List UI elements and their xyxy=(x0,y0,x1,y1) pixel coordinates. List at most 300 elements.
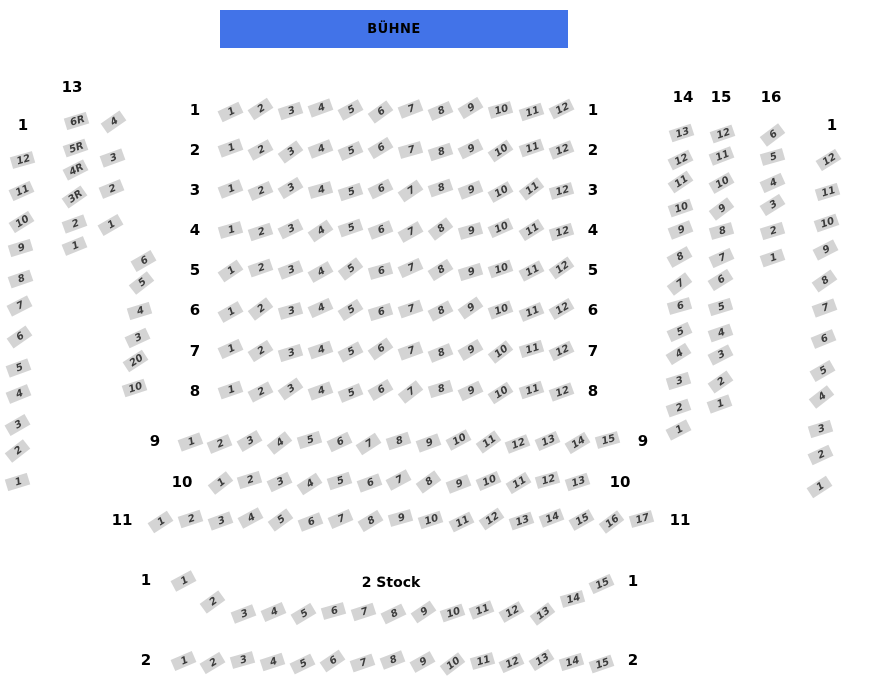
seat[interactable] xyxy=(127,302,153,320)
seat[interactable] xyxy=(548,256,574,279)
seat[interactable] xyxy=(398,341,424,360)
seat[interactable] xyxy=(237,507,263,528)
seat[interactable] xyxy=(230,651,255,669)
seat[interactable] xyxy=(386,469,412,490)
seat[interactable] xyxy=(488,340,514,364)
seat[interactable] xyxy=(548,298,574,320)
seat[interactable] xyxy=(707,370,733,393)
seat[interactable] xyxy=(217,138,243,157)
seat[interactable] xyxy=(445,429,471,450)
seat[interactable] xyxy=(518,302,544,322)
seat[interactable] xyxy=(368,100,394,123)
seat[interactable] xyxy=(535,471,560,489)
seat[interactable] xyxy=(398,221,424,243)
seat-number: 16 xyxy=(603,513,622,531)
seat[interactable] xyxy=(217,260,243,283)
seat[interactable] xyxy=(548,341,574,362)
seat-number: 3 xyxy=(13,418,25,432)
seat[interactable] xyxy=(199,590,225,613)
seat[interactable] xyxy=(337,341,363,362)
seat[interactable] xyxy=(62,185,88,208)
seat[interactable] xyxy=(409,651,435,673)
seat[interactable] xyxy=(428,259,454,281)
seat[interactable] xyxy=(559,653,585,671)
seat[interactable] xyxy=(125,328,151,349)
seat[interactable] xyxy=(7,270,33,289)
seat[interactable] xyxy=(807,445,833,466)
seat[interactable] xyxy=(207,471,233,495)
seat[interactable] xyxy=(247,223,273,242)
seat[interactable] xyxy=(268,508,294,531)
seat[interactable] xyxy=(328,509,354,529)
seat[interactable] xyxy=(667,246,693,268)
seat[interactable] xyxy=(177,510,203,529)
seat[interactable] xyxy=(535,431,561,451)
seat[interactable] xyxy=(666,322,692,342)
seat[interactable] xyxy=(170,651,196,671)
seat[interactable] xyxy=(488,140,514,163)
seat[interactable] xyxy=(368,379,394,401)
seat[interactable] xyxy=(708,297,734,315)
seat-number: 6 xyxy=(375,383,388,397)
seat[interactable] xyxy=(307,98,333,117)
seat[interactable] xyxy=(128,272,154,296)
seat[interactable] xyxy=(368,337,394,360)
seat[interactable] xyxy=(277,102,303,121)
seat[interactable] xyxy=(260,602,286,622)
seat-number: 9 xyxy=(716,202,729,216)
seat[interactable] xyxy=(398,258,424,278)
seat-number: 1 xyxy=(13,476,24,489)
seat-number: 4 xyxy=(135,304,146,318)
seat[interactable] xyxy=(7,295,33,316)
seat[interactable] xyxy=(277,219,303,240)
seat[interactable] xyxy=(98,179,124,199)
seat[interactable] xyxy=(277,177,303,199)
seat[interactable] xyxy=(759,249,785,268)
seat-number: 13 xyxy=(673,125,691,141)
seat[interactable] xyxy=(667,220,693,239)
seat[interactable] xyxy=(448,512,474,533)
seat[interactable] xyxy=(548,182,573,200)
seat[interactable] xyxy=(667,199,693,218)
seat[interactable] xyxy=(665,398,691,417)
seat[interactable] xyxy=(307,381,333,400)
seat[interactable] xyxy=(298,512,324,531)
seat[interactable] xyxy=(439,604,465,623)
seat[interactable] xyxy=(518,177,544,200)
seat[interactable] xyxy=(247,297,273,320)
seat-number: 7 xyxy=(406,344,417,358)
seat[interactable] xyxy=(428,343,454,363)
seat[interactable] xyxy=(458,97,484,119)
seat[interactable] xyxy=(368,303,394,321)
seat[interactable] xyxy=(5,439,31,463)
seat[interactable] xyxy=(548,223,574,241)
seat[interactable] xyxy=(358,510,384,532)
seat[interactable] xyxy=(247,98,273,121)
seat[interactable] xyxy=(4,473,30,491)
seat[interactable] xyxy=(498,601,524,623)
seat[interactable] xyxy=(200,652,226,674)
seat[interactable] xyxy=(368,137,394,159)
seat[interactable] xyxy=(668,149,694,170)
seat[interactable] xyxy=(307,220,333,243)
seat[interactable] xyxy=(307,139,333,158)
seat-number: 10 xyxy=(672,201,690,217)
seat-number: 10 xyxy=(493,343,511,361)
seat[interactable] xyxy=(217,301,243,323)
seat[interactable] xyxy=(505,434,531,453)
seat-number: 13 xyxy=(534,605,552,623)
seat-number: 4 xyxy=(315,265,328,279)
seat[interactable] xyxy=(247,340,273,362)
seat[interactable] xyxy=(428,300,454,321)
seat[interactable] xyxy=(518,340,544,358)
seat-number: 14 xyxy=(564,592,582,607)
seat-number: 4 xyxy=(716,327,727,340)
seat[interactable] xyxy=(277,260,303,279)
seat[interactable] xyxy=(815,149,841,171)
seat[interactable] xyxy=(538,508,564,527)
seat[interactable] xyxy=(458,381,484,402)
seat[interactable] xyxy=(123,349,149,372)
seat-number: 10 xyxy=(493,384,511,402)
seat-number: 8 xyxy=(436,104,448,118)
seat-number: 1 xyxy=(178,574,190,588)
seat[interactable] xyxy=(337,383,363,403)
seat[interactable] xyxy=(667,297,692,315)
seat[interactable] xyxy=(398,380,424,404)
seat[interactable] xyxy=(565,473,591,492)
seat[interactable] xyxy=(428,143,454,162)
seat[interactable] xyxy=(468,600,494,619)
seat-number: 5 xyxy=(345,262,358,276)
seat[interactable] xyxy=(759,222,785,240)
seat[interactable] xyxy=(564,432,590,454)
seat[interactable] xyxy=(808,419,834,437)
parkett-row-11-label-right: 11 xyxy=(669,511,691,529)
seat[interactable] xyxy=(518,103,544,122)
seat-number: 12 xyxy=(553,184,571,199)
seat-number: 2 xyxy=(70,217,81,231)
seat[interactable] xyxy=(8,239,34,257)
seat[interactable] xyxy=(518,219,544,241)
seat[interactable] xyxy=(177,432,203,451)
seat-number: 5 xyxy=(136,276,149,290)
seat-number: 4 xyxy=(315,224,328,238)
seat[interactable] xyxy=(439,652,465,675)
seat[interactable] xyxy=(62,214,88,233)
seat[interactable] xyxy=(488,260,514,279)
right-column-15-label-left: 15 xyxy=(710,88,732,106)
seat[interactable] xyxy=(337,141,363,161)
seat[interactable] xyxy=(368,179,394,200)
seat[interactable] xyxy=(529,602,555,625)
seat[interactable] xyxy=(6,358,32,377)
seat-number: 13 xyxy=(534,651,552,669)
seat[interactable] xyxy=(308,181,333,199)
seat[interactable] xyxy=(338,183,364,202)
seat[interactable] xyxy=(307,298,333,318)
seat[interactable] xyxy=(458,139,484,160)
seat[interactable] xyxy=(428,380,454,398)
seat-number: 10 xyxy=(13,213,32,231)
seat-number: 8 xyxy=(365,514,378,528)
seat[interactable] xyxy=(666,343,692,365)
seat[interactable] xyxy=(709,125,735,144)
seat[interactable] xyxy=(9,181,35,201)
seat-number: 2 xyxy=(255,143,267,157)
seat[interactable] xyxy=(548,140,574,159)
seat[interactable] xyxy=(518,260,544,281)
seat[interactable] xyxy=(368,262,393,280)
seat[interactable] xyxy=(326,432,352,453)
seat[interactable] xyxy=(356,433,382,456)
seat-number: 4 xyxy=(316,183,327,197)
seat[interactable] xyxy=(759,148,784,166)
seat[interactable] xyxy=(668,170,694,193)
seat[interactable] xyxy=(759,194,785,216)
seat[interactable] xyxy=(290,654,316,675)
seat-number: 7 xyxy=(359,605,370,619)
seat[interactable] xyxy=(398,300,424,319)
seat-number: 4 xyxy=(14,387,25,401)
seat[interactable] xyxy=(809,385,835,409)
seat[interactable] xyxy=(277,140,303,163)
seat-number: 3 xyxy=(816,422,827,435)
seat-number: 10 xyxy=(713,174,732,191)
seat[interactable] xyxy=(529,649,555,671)
seat[interactable] xyxy=(388,509,413,527)
seat[interactable] xyxy=(5,414,31,436)
seat[interactable] xyxy=(416,433,442,452)
seat[interactable] xyxy=(488,382,514,405)
seat[interactable] xyxy=(277,344,303,362)
seat[interactable] xyxy=(708,248,734,268)
seat[interactable] xyxy=(813,239,839,260)
seat[interactable] xyxy=(267,431,293,455)
seat-number: 4 xyxy=(316,343,327,357)
seat[interactable] xyxy=(207,511,233,530)
seat[interactable] xyxy=(217,339,243,359)
seat[interactable] xyxy=(488,300,514,319)
seat[interactable] xyxy=(320,602,345,620)
seat-number: 8 xyxy=(436,346,448,360)
seat[interactable] xyxy=(707,345,733,366)
seat[interactable] xyxy=(709,198,735,221)
seat[interactable] xyxy=(99,148,125,167)
seat[interactable] xyxy=(499,653,525,673)
seat[interactable] xyxy=(666,372,692,390)
seat[interactable] xyxy=(428,217,454,240)
seat[interactable] xyxy=(6,325,32,348)
parkett-row-6-label-left: 6 xyxy=(189,301,201,319)
seat[interactable] xyxy=(568,509,594,531)
seat[interactable] xyxy=(707,394,733,413)
seat[interactable] xyxy=(247,381,273,402)
seat-number: 20 xyxy=(128,352,146,369)
seat-number: 12 xyxy=(553,343,571,359)
seat[interactable] xyxy=(217,102,243,123)
seat[interactable] xyxy=(380,604,406,625)
seat[interactable] xyxy=(100,110,126,133)
seat-number: 2 xyxy=(255,385,267,399)
seat[interactable] xyxy=(237,471,263,489)
seat[interactable] xyxy=(667,272,693,295)
seat[interactable] xyxy=(458,222,483,240)
seat[interactable] xyxy=(147,511,173,534)
seat[interactable] xyxy=(589,655,615,674)
seat[interactable] xyxy=(475,430,501,453)
seat[interactable] xyxy=(759,173,785,193)
seat-number: 3 xyxy=(286,304,297,318)
seat[interactable] xyxy=(230,604,256,623)
seat[interactable] xyxy=(398,99,424,118)
seat-number: 9 xyxy=(418,605,431,619)
seat-number: 14 xyxy=(543,510,561,526)
seat[interactable] xyxy=(130,250,156,272)
seat[interactable] xyxy=(290,603,316,625)
seat[interactable] xyxy=(356,473,382,492)
seat[interactable] xyxy=(410,601,436,624)
seat[interactable] xyxy=(599,510,625,533)
seat[interactable] xyxy=(207,434,233,454)
seat[interactable] xyxy=(708,222,733,240)
seat[interactable] xyxy=(368,220,394,239)
seat[interactable] xyxy=(428,179,454,198)
seat-number: 10 xyxy=(493,261,511,277)
seat[interactable] xyxy=(307,261,333,283)
seat[interactable] xyxy=(475,471,501,491)
seat[interactable] xyxy=(478,508,504,531)
aisle-right-column-label-left: 1 xyxy=(826,116,838,134)
seat[interactable] xyxy=(296,473,322,496)
seat-number: 2 xyxy=(255,102,268,116)
seat[interactable] xyxy=(629,510,654,528)
seat[interactable] xyxy=(338,219,364,238)
seat[interactable] xyxy=(518,381,544,400)
seat[interactable] xyxy=(709,172,735,194)
seat[interactable] xyxy=(708,269,734,291)
seat[interactable] xyxy=(337,299,363,321)
seat-number: 5 xyxy=(305,433,316,447)
seat[interactable] xyxy=(307,341,333,360)
seat[interactable] xyxy=(588,574,614,594)
seat[interactable] xyxy=(594,431,619,449)
seat[interactable] xyxy=(806,475,832,498)
seat[interactable] xyxy=(247,259,273,278)
seat[interactable] xyxy=(350,603,376,622)
seat[interactable] xyxy=(488,181,514,203)
seat[interactable] xyxy=(326,472,352,491)
seat[interactable] xyxy=(398,141,423,159)
seat[interactable] xyxy=(350,654,376,673)
seat[interactable] xyxy=(548,382,574,401)
seat[interactable] xyxy=(63,112,89,130)
seat[interactable] xyxy=(488,218,514,238)
seat[interactable] xyxy=(63,139,89,158)
seat[interactable] xyxy=(8,211,34,233)
seat[interactable] xyxy=(508,512,534,531)
seat[interactable] xyxy=(809,360,835,382)
seat[interactable] xyxy=(458,263,484,281)
seat[interactable] xyxy=(237,430,263,452)
seat[interactable] xyxy=(398,180,424,203)
seat[interactable] xyxy=(812,269,838,292)
seat[interactable] xyxy=(488,101,513,119)
seat[interactable] xyxy=(247,181,273,201)
seat[interactable] xyxy=(320,650,346,673)
seat[interactable] xyxy=(709,146,735,165)
seat-number: 9 xyxy=(466,183,478,197)
seat[interactable] xyxy=(217,381,243,400)
seat[interactable] xyxy=(458,339,484,361)
seat[interactable] xyxy=(759,123,785,146)
seat[interactable] xyxy=(814,182,840,200)
seat[interactable] xyxy=(97,214,123,236)
seat-number: 13 xyxy=(513,513,531,529)
seat[interactable] xyxy=(337,99,363,120)
seat[interactable] xyxy=(708,324,734,343)
seat[interactable] xyxy=(260,653,286,672)
seat[interactable] xyxy=(518,139,544,158)
seat-number: 5 xyxy=(346,386,357,400)
seat[interactable] xyxy=(428,101,454,121)
seat[interactable] xyxy=(458,296,484,319)
seat[interactable] xyxy=(811,298,837,317)
seat[interactable] xyxy=(61,236,87,256)
seat[interactable] xyxy=(505,472,531,494)
seat[interactable] xyxy=(338,257,364,280)
seat[interactable] xyxy=(810,329,836,349)
seat[interactable] xyxy=(277,377,303,400)
seat[interactable] xyxy=(559,590,584,608)
seat[interactable] xyxy=(121,379,147,398)
seat[interactable] xyxy=(5,384,31,404)
seat-number: 4 xyxy=(268,655,279,669)
seat[interactable] xyxy=(217,179,243,198)
seat[interactable] xyxy=(469,652,494,670)
seat-number: 5 xyxy=(335,474,346,488)
seat[interactable] xyxy=(446,474,472,493)
seat-number: 11 xyxy=(523,382,541,398)
seat[interactable] xyxy=(386,432,412,451)
seat-number: 17 xyxy=(634,512,651,527)
seat[interactable] xyxy=(548,99,574,120)
seat[interactable] xyxy=(267,472,293,493)
seat[interactable] xyxy=(458,180,484,199)
seat[interactable] xyxy=(668,124,694,143)
seat-number: 11 xyxy=(523,140,541,156)
seat[interactable] xyxy=(247,139,273,160)
seat[interactable] xyxy=(296,431,322,449)
seat[interactable] xyxy=(217,221,242,239)
seat[interactable] xyxy=(665,419,691,440)
seat[interactable] xyxy=(170,570,196,591)
seat[interactable] xyxy=(9,151,34,169)
seat-number: 8 xyxy=(436,382,447,396)
seat[interactable] xyxy=(416,470,442,493)
seat[interactable] xyxy=(379,650,405,669)
seat-number: 5 xyxy=(817,363,830,377)
seat[interactable] xyxy=(418,511,444,530)
seat-number: 2 xyxy=(815,448,827,462)
seat[interactable] xyxy=(62,159,88,180)
seat[interactable] xyxy=(277,302,302,320)
seat[interactable] xyxy=(814,214,840,233)
seat-number: 3 xyxy=(244,434,257,448)
